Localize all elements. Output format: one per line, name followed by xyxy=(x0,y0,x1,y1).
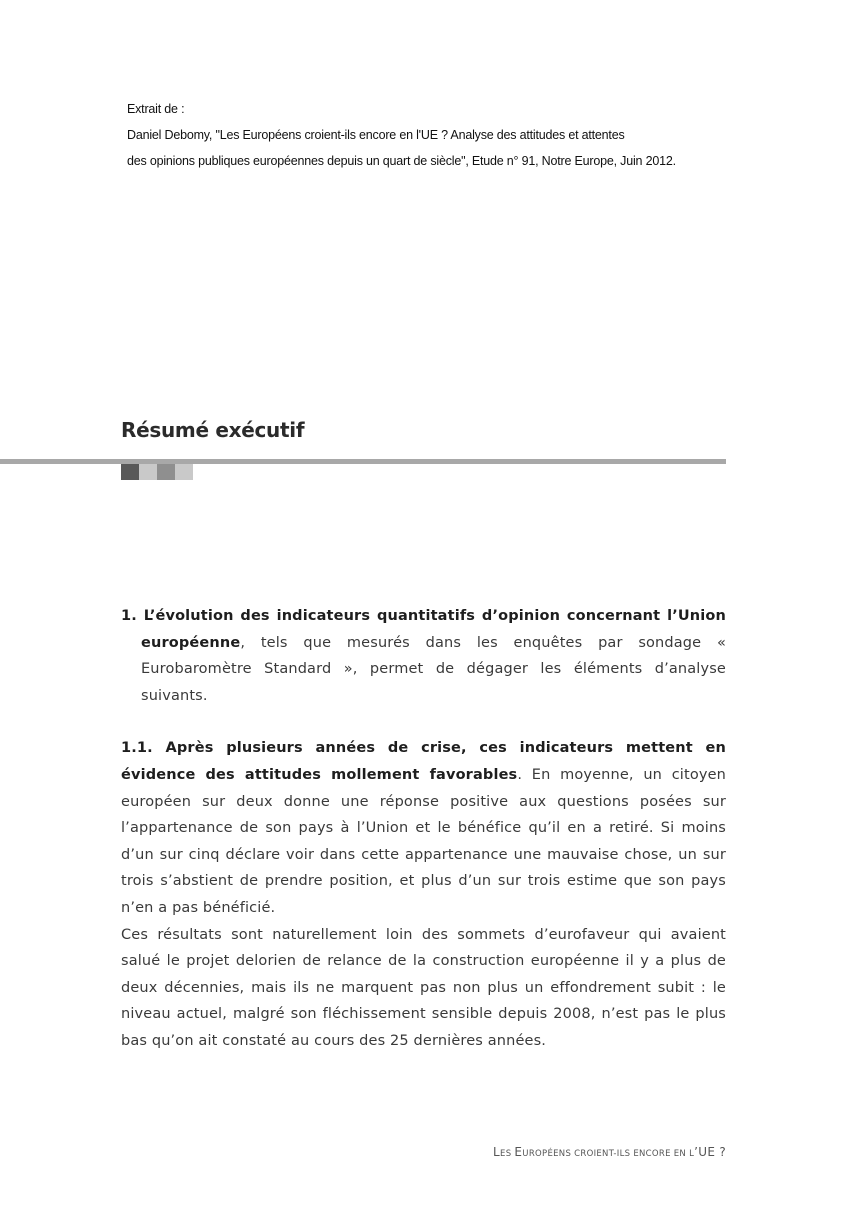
paragraph-1-bold: L’évolution des indicateurs quantitatifs d’opinion concernant l’Union européenne xyxy=(141,608,726,651)
extract-label: Extrait de : xyxy=(127,102,185,116)
paragraph-1-rest: , tels que mesurés dans les enquêtes par sondage « Eurobaromètre Standard », permet de dégager les éléments d’analyse suivants. xyxy=(141,634,726,704)
paragraph-1 xyxy=(121,603,726,709)
extract-citation-line-1: Daniel Debomy, "Les Européens croient-ils encore en l'UE ? Analyse des attitudes et attentes xyxy=(127,128,625,142)
paragraph-1-1-bold: 1.1. Après plusieurs années de crise, ces indicateurs mettent en évidence des attitudes mollement favorables xyxy=(121,740,726,783)
section-rule xyxy=(0,459,726,464)
square-3 xyxy=(157,464,175,480)
paragraph-1-1 xyxy=(121,735,726,921)
square-4 xyxy=(175,464,193,480)
extract-citation xyxy=(127,96,767,174)
extract-citation-line-2: des opinions publiques européennes depuis un quart de siècle", Etude n° 91, Notre Europe, Juin 2012. xyxy=(127,154,676,168)
body-text xyxy=(121,603,726,1055)
square-2 xyxy=(139,464,157,480)
paragraph-1-1-rest: . En moyenne, un citoyen européen sur deux donne une réponse positive aux questions posées sur l’appartenance de son pays à l’Union et le bénéfice qu’il en a retiré. Si moins d’un sur cinq déclare voir dans cette appartenance une mauvaise chose, un sur trois s’abstient de prendre position, et plus d’un sur trois estime que son pays n’en a pas bénéficié. xyxy=(121,766,726,916)
paragraph-1-number: 1. xyxy=(121,608,144,624)
square-1 xyxy=(121,464,139,480)
decorative-squares xyxy=(121,464,193,480)
section-title: Résumé exécutif xyxy=(121,418,305,442)
running-footer: LES EUROPÉENS CROIENT-ILS ENCORE EN L’UE ? xyxy=(493,1145,726,1159)
paragraph-1-1-continued: Ces résultats sont naturellement loin des sommets d’eurofaveur qui avaient salué le projet delorien de relance de la construction européenne il y a plus de deux décennies, mais ils ne marquent pas non plus un effondrement subit : le niveau actuel, malgré son fléchissement sensible depuis 2008, n’est pas le plus bas qu’on ait constaté au cours des 25 dernières années. xyxy=(121,926,726,1049)
